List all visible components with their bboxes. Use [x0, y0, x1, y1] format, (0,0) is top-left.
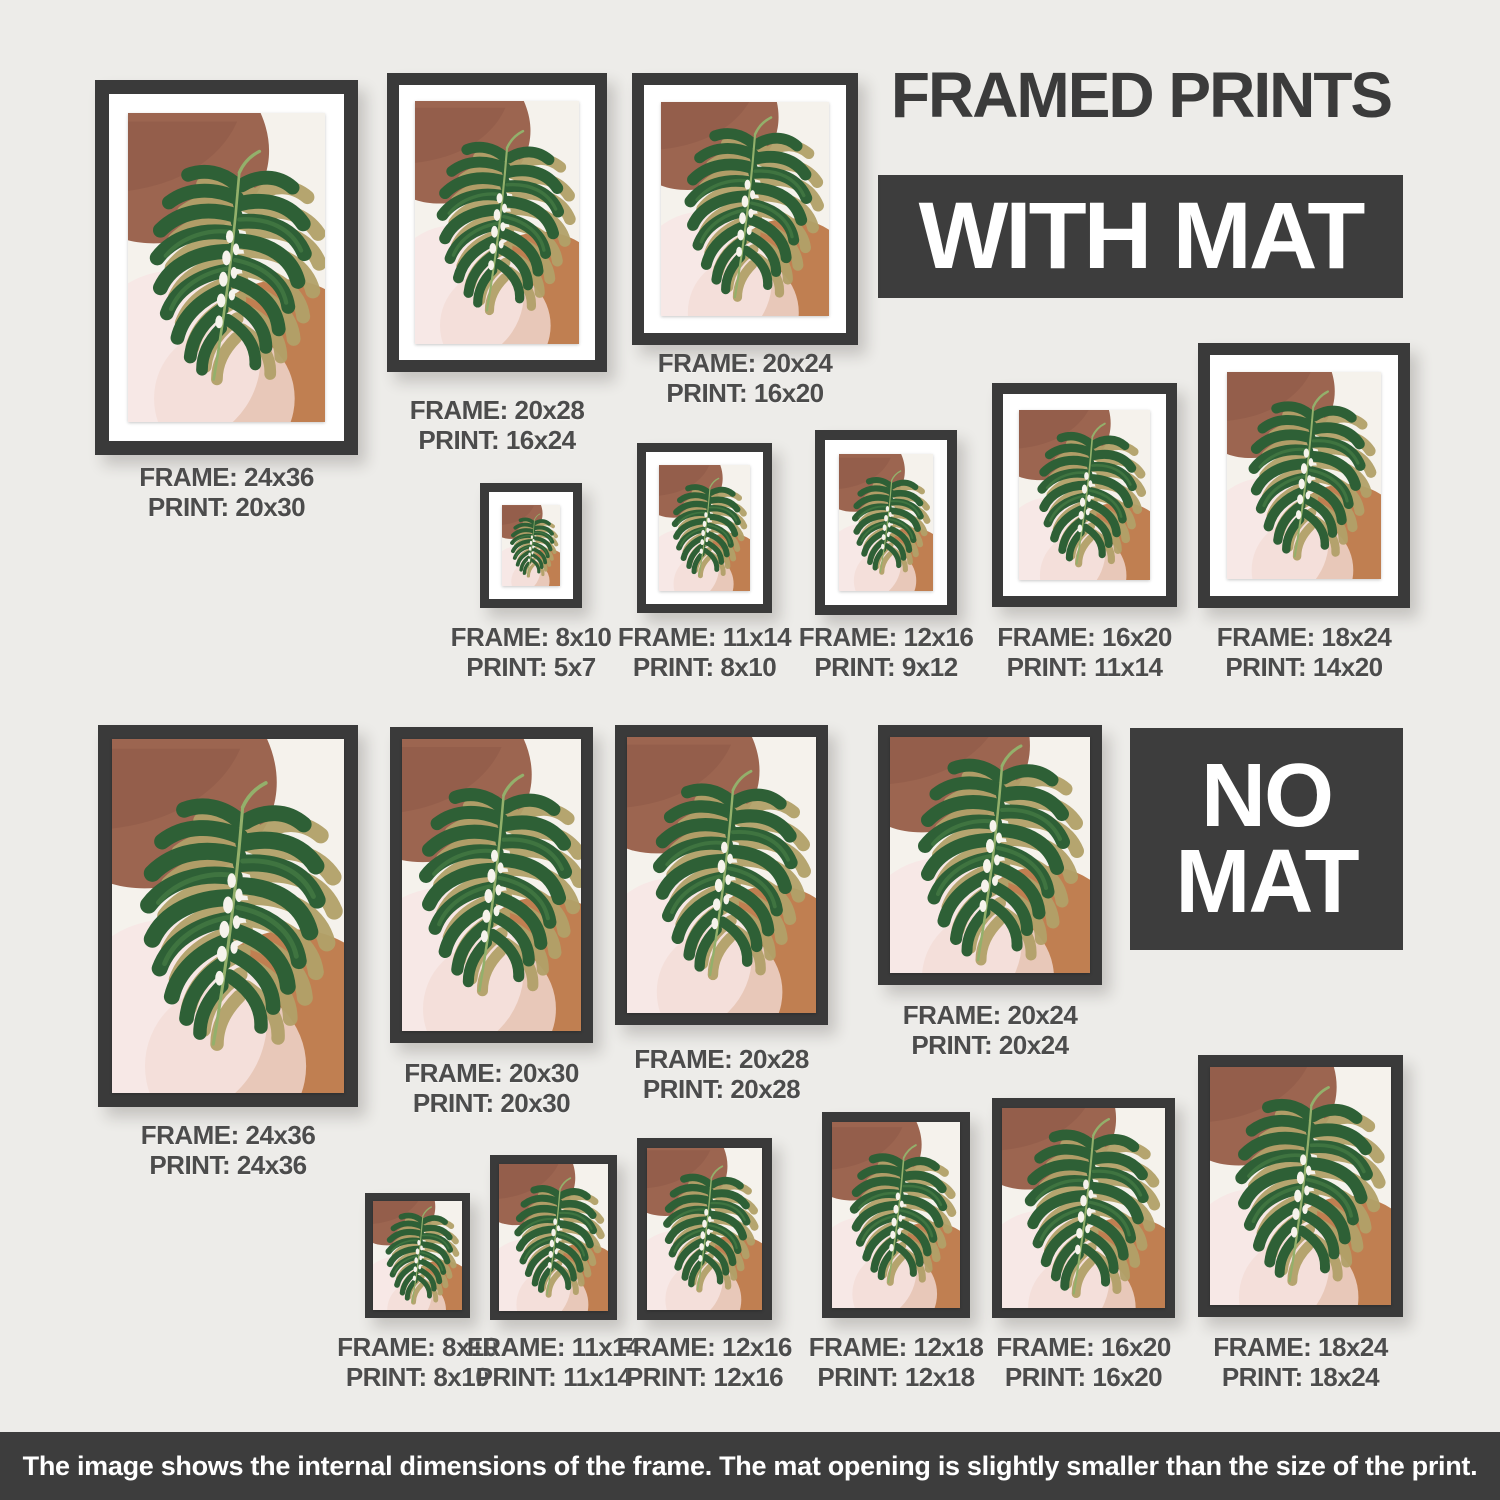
framed-print-20x28-no-mat [615, 725, 828, 1025]
monstera-artwork [499, 1164, 608, 1311]
page-title: FRAMED PRINTS [890, 59, 1392, 131]
print-size-text: PRINT: 16x20 [1004, 1362, 1163, 1392]
framed-print-20x24-with-mat [632, 73, 858, 345]
frame-border [615, 725, 828, 1025]
frame-size-text: FRAME: 12x16 [617, 1332, 792, 1362]
framed-print-18x24-no-mat [1198, 1055, 1403, 1317]
monstera-artwork [661, 102, 829, 316]
frame-border [490, 1155, 617, 1320]
print-size-text: PRINT: 16x24 [418, 425, 576, 455]
frame-size-text: FRAME: 16x20 [997, 622, 1172, 652]
frame-size-text: FRAME: 20x28 [409, 395, 585, 425]
framed-print-8x10-with-mat [480, 483, 582, 608]
monstera-artwork [659, 465, 750, 591]
size-label-18x24-with-mat [1154, 622, 1454, 682]
mat [825, 440, 947, 605]
monstera-artwork [502, 505, 560, 586]
frame-border [387, 73, 607, 372]
frame-size-text: FRAME: 12x18 [808, 1332, 984, 1362]
frame-border [365, 1193, 470, 1318]
print-size-text: PRINT: 18x24 [1221, 1362, 1380, 1392]
frame-size-text: FRAME: 18x24 [1216, 622, 1392, 652]
frame-border [98, 725, 358, 1107]
no-mat-badge-line1: NO [1201, 746, 1332, 846]
frame-border [632, 73, 858, 345]
frame-border [878, 725, 1102, 985]
monstera-artwork [647, 1148, 762, 1310]
framed-print-16x20-with-mat [992, 383, 1177, 607]
frame-border [390, 727, 593, 1043]
monstera-artwork [402, 739, 581, 1031]
no-mat-badge [1130, 728, 1403, 950]
monstera-artwork [627, 737, 816, 1013]
mat [644, 85, 846, 333]
size-label-20x24-no-mat [840, 1000, 1140, 1060]
framed-print-12x18-no-mat [822, 1112, 970, 1318]
monstera-artwork [890, 737, 1090, 973]
frame-size-text: FRAME: 8x10 [450, 622, 612, 652]
framed-print-18x24-with-mat [1198, 343, 1410, 608]
no-mat-badge-line2: MAT [1175, 832, 1358, 932]
frame-border [480, 483, 582, 608]
with-mat-badge [878, 175, 1403, 298]
mat [646, 452, 763, 604]
footer-note-bar [0, 1432, 1500, 1500]
framed-print-24x36-no-mat [98, 725, 358, 1107]
frame-size-text: FRAME: 20x24 [657, 348, 833, 378]
frame-border [992, 1098, 1175, 1318]
mat [399, 85, 595, 360]
monstera-artwork [128, 113, 325, 422]
frame-size-text: FRAME: 12x16 [798, 622, 974, 652]
frame-size-text: FRAME: 24x36 [140, 1120, 316, 1150]
print-size-text: PRINT: 8x10 [345, 1362, 490, 1392]
print-size-text: PRINT: 11x14 [1006, 652, 1163, 682]
print-size-text: PRINT: 16x20 [666, 378, 824, 408]
print-size-text: PRINT: 9x12 [814, 652, 958, 682]
monstera-artwork [832, 1122, 960, 1308]
framed-print-11x14-no-mat [490, 1155, 617, 1320]
monstera-artwork [1002, 1108, 1165, 1308]
framed-print-11x14-with-mat [637, 443, 772, 613]
frame-size-text: FRAME: 16x20 [996, 1332, 1171, 1362]
monstera-artwork [1210, 1067, 1391, 1305]
size-label-24x36-no-mat [78, 1120, 378, 1180]
size-label-24x36-with-mat [77, 462, 377, 522]
print-size-text: PRINT: 20x30 [147, 492, 306, 522]
frame-size-text: FRAME: 20x30 [404, 1058, 579, 1088]
framed-print-24x36-with-mat [95, 80, 358, 455]
frame-border [637, 443, 772, 613]
print-size-text: PRINT: 20x30 [412, 1088, 571, 1118]
size-label-20x24-with-mat [595, 348, 895, 408]
framed-print-16x20-no-mat [992, 1098, 1175, 1318]
print-size-text: PRINT: 5x7 [466, 652, 596, 682]
print-size-text: PRINT: 20x28 [642, 1074, 801, 1104]
frame-border [1198, 343, 1410, 608]
monstera-artwork [112, 739, 344, 1093]
monstera-artwork [839, 454, 933, 591]
frame-size-text: FRAME: 11x14 [466, 1332, 641, 1362]
frame-border [992, 383, 1177, 607]
monstera-artwork [373, 1201, 462, 1310]
footer-note-text: The image shows the internal dimensions of the frame. The mat opening is slightly smaller than the size of the print. [22, 1450, 1478, 1481]
print-size-text: PRINT: 24x36 [149, 1150, 307, 1180]
framed-print-12x16-with-mat [815, 430, 957, 615]
frame-size-text: FRAME: 20x24 [902, 1000, 1078, 1030]
mat [109, 94, 344, 441]
framed-print-12x16-no-mat [637, 1138, 772, 1320]
monstera-artwork [1019, 410, 1150, 580]
mat [1210, 355, 1398, 596]
with-mat-badge-text: WITH MAT [918, 183, 1363, 289]
print-size-text: PRINT: 8x10 [632, 652, 777, 682]
frame-size-text: FRAME: 18x24 [1213, 1332, 1388, 1362]
print-size-text: PRINT: 11x14 [475, 1362, 632, 1392]
size-label-18x24-no-mat [1151, 1332, 1451, 1392]
frame-size-text: FRAME: 20x28 [634, 1044, 809, 1074]
frame-size-text: FRAME: 24x36 [139, 462, 314, 492]
framed-print-20x30-no-mat [390, 727, 593, 1043]
frame-size-text: FRAME: 11x14 [617, 622, 792, 652]
print-size-text: PRINT: 12x16 [625, 1362, 784, 1392]
frame-border [815, 430, 957, 615]
print-size-text: PRINT: 14x20 [1225, 652, 1383, 682]
monstera-artwork [415, 101, 579, 344]
size-label-20x28-no-mat [572, 1044, 872, 1104]
frame-size-text: FRAME: 8x10 [337, 1332, 498, 1362]
mat [1003, 394, 1166, 596]
framed-print-20x24-no-mat [878, 725, 1102, 985]
mat [489, 492, 573, 599]
print-size-text: PRINT: 12x18 [817, 1362, 975, 1392]
frame-border [1198, 1055, 1403, 1317]
frame-border [637, 1138, 772, 1320]
frame-border [95, 80, 358, 455]
monstera-artwork [1227, 372, 1381, 579]
print-size-text: PRINT: 20x24 [911, 1030, 1069, 1060]
framed-print-8x10-no-mat [365, 1193, 470, 1318]
frame-border [822, 1112, 970, 1318]
framed-print-20x28-with-mat [387, 73, 607, 372]
